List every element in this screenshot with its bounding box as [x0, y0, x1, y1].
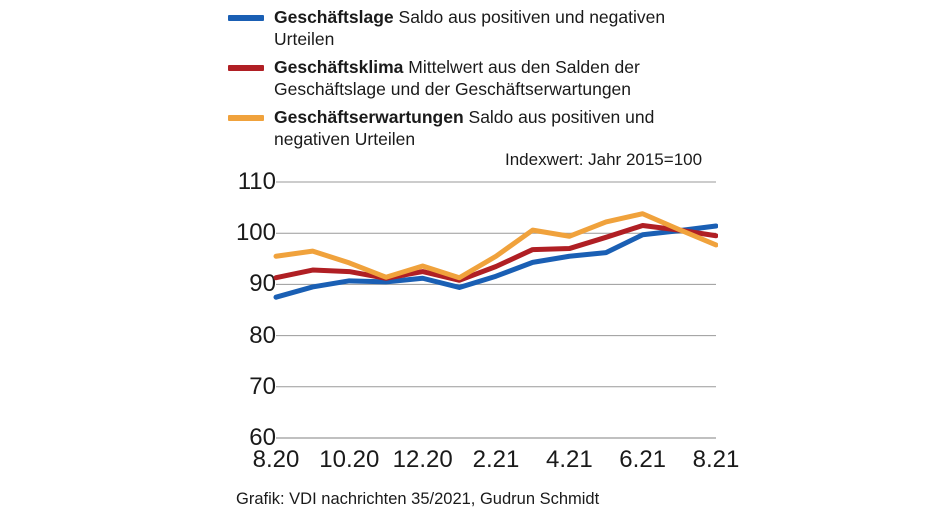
legend-item-geschaeftserwartungen — [228, 106, 728, 151]
legend-series-description: Mittelwert aus den Salden der Geschäftslage und der Geschäftserwartungen — [274, 56, 640, 100]
x-axis-tick-label: 10.20 — [319, 446, 380, 473]
x-axis-tick-label: 4.21 — [545, 446, 593, 473]
chart-source-note: Grafik: VDI nachrichten 35/2021, Gudrun Schmidt — [236, 490, 600, 508]
y-axis-tick-label: 90 — [249, 270, 276, 298]
line-chart-plot — [228, 176, 718, 446]
y-axis-tick-label: 60 — [249, 424, 276, 451]
legend-color-swatch-geschaeftserwartungen — [228, 115, 264, 121]
legend-series-name: Geschäftslage — [274, 7, 394, 27]
x-axis-tick-label: 8.20 — [252, 446, 300, 473]
legend-series-name: Geschäftserwartungen — [274, 106, 464, 127]
chart-index-note: Indexwert: Jahr 2015=100 — [505, 150, 703, 169]
x-axis-tick-label: 8.21 — [692, 446, 740, 473]
y-axis-tick-label: 110 — [237, 168, 276, 195]
y-axis-tick-label: 80 — [249, 321, 276, 349]
legend-label-geschaeftsklima — [274, 56, 724, 101]
legend-color-swatch-geschaeftslage — [228, 15, 264, 21]
legend-item-geschaeftsklima — [228, 56, 728, 101]
legend-series-name: Geschäftsklima — [274, 56, 404, 77]
legend-series-description: Saldo aus positiven und negativen Urteilen — [274, 106, 655, 149]
legend-item-geschaeftslage — [228, 6, 728, 51]
x-axis-labels — [252, 446, 740, 480]
chart-legend — [228, 6, 728, 155]
legend-color-swatch-geschaeftsklima — [228, 65, 264, 71]
x-axis-tick-label: 2.21 — [472, 446, 520, 473]
legend-label-geschaeftserwartungen — [274, 106, 724, 151]
y-axis-tick-label: 70 — [249, 372, 276, 400]
legend-label-geschaeftslage — [274, 6, 724, 51]
x-axis-tick-label: 12.20 — [392, 446, 453, 473]
x-axis-tick-label: 6.21 — [619, 446, 667, 473]
legend-series-description: Saldo aus positiven und negativen Urteilen — [274, 7, 666, 50]
y-axis-tick-label: 100 — [235, 219, 276, 247]
chart-container — [0, 150, 950, 520]
